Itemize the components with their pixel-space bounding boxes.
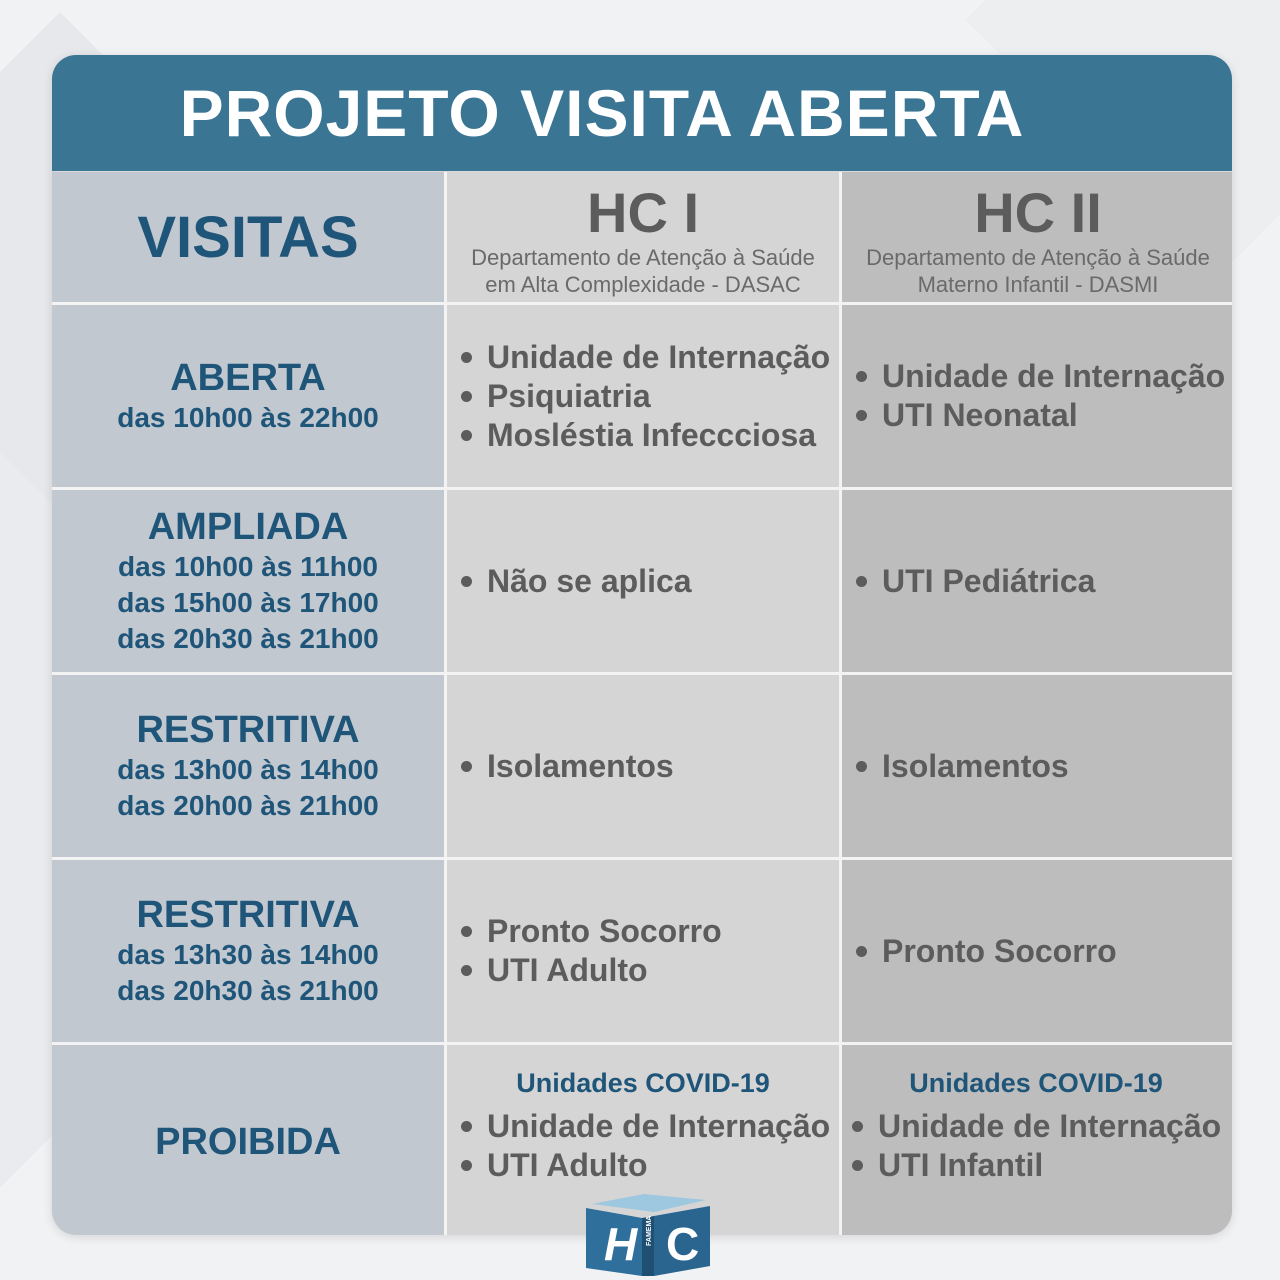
unit-name: UTI Pediátrica: [882, 562, 1096, 599]
list-item: [461, 1107, 839, 1146]
unit-name: Pronto Socorro: [882, 932, 1117, 969]
visit-type-cell: [52, 490, 444, 672]
bullet-icon: [461, 352, 472, 363]
bullet-icon: [461, 1160, 472, 1171]
hc2-units-cell: [842, 490, 1232, 672]
visit-type-title: ABERTA: [170, 357, 326, 399]
visit-type-title: PROIBIDA: [155, 1120, 341, 1163]
page-title: PROJETO VISITA ABERTA: [179, 76, 1025, 150]
unit-name: Unidade de Internação: [487, 1108, 831, 1144]
list-item: [461, 562, 839, 601]
visit-time: das 20h00 às 21h00: [117, 790, 379, 821]
visit-type-title: AMPLIADA: [147, 506, 349, 548]
unit-name: UTI Infantil: [878, 1147, 1044, 1183]
list-item: [461, 416, 839, 455]
bullet-icon: [461, 576, 472, 587]
visit-time: das 10h00 às 11h00: [118, 551, 378, 582]
bullet-icon: [461, 1121, 472, 1132]
hc2-units-cell: [842, 675, 1232, 857]
bullet-icon: [856, 761, 867, 772]
list-item: [856, 562, 1232, 601]
list-item: [461, 912, 839, 951]
bullet-icon: [856, 371, 867, 382]
visit-time: das 15h00 às 17h00: [117, 587, 379, 618]
bullet-icon: [461, 391, 472, 402]
visit-time: das 20h30 às 21h00: [117, 623, 379, 654]
bullet-icon: [461, 965, 472, 976]
unit-name: Isolamentos: [882, 747, 1069, 784]
visit-type-cell: [52, 305, 444, 487]
hc1-units-cell: [447, 860, 839, 1042]
list-item: [852, 1107, 1232, 1146]
hc1-subtitle-line1: Departamento de Atenção à Saúde: [471, 245, 815, 270]
bullet-icon: [852, 1121, 863, 1132]
list-item: [856, 747, 1232, 786]
unit-name: Pronto Socorro: [487, 913, 722, 949]
unit-name: UTI Neonatal: [882, 397, 1078, 433]
unit-name: Psiquiatria: [487, 377, 651, 414]
visit-time: das 13h30 às 14h00: [117, 939, 379, 970]
visit-time: das 20h30 às 21h00: [117, 975, 379, 1006]
visit-type-title: RESTRITIVA: [136, 709, 360, 751]
hc1-units-cell: [447, 305, 839, 487]
visit-type-cell: [52, 860, 444, 1042]
unit-name: Mosléstia Infeccciosa: [487, 416, 817, 453]
logo-letter-h: H: [604, 1218, 638, 1270]
list-item: [461, 951, 839, 990]
bullet-icon: [852, 1160, 863, 1171]
unit-name: Isolamentos: [487, 747, 674, 784]
covid-units-heading: Unidades COVID-19: [516, 1068, 770, 1098]
title-bar: [52, 55, 1232, 171]
header-visitas: [52, 172, 444, 302]
visitas-label: VISITAS: [137, 204, 359, 270]
unit-name: UTI Adulto: [487, 1147, 648, 1183]
visit-time: das 10h00 às 22h00: [117, 402, 379, 433]
visit-time: das 13h00 às 14h00: [117, 754, 379, 785]
unit-name: Unidade de Internação: [878, 1108, 1222, 1144]
schedule-table: [52, 172, 1232, 1235]
unit-name: Não se aplica: [487, 562, 692, 599]
hc2-units-cell: [842, 1045, 1232, 1235]
hc1-units-cell: [447, 490, 839, 672]
bullet-icon: [461, 926, 472, 937]
list-item: [461, 338, 839, 377]
unit-name: Unidade de Internação: [882, 358, 1226, 394]
header-hc2: [842, 172, 1232, 302]
hc-famema-logo: [582, 1190, 716, 1276]
hc1-units-cell: [447, 675, 839, 857]
list-item: [461, 747, 839, 786]
hc1-subtitle-line2: em Alta Complexidade - DASAC: [485, 272, 801, 297]
hc2-units-cell: [842, 860, 1232, 1042]
list-item: [461, 1146, 839, 1185]
covid-units-heading: Unidades COVID-19: [909, 1068, 1163, 1098]
hc2-title: HC II: [974, 181, 1102, 244]
bullet-icon: [461, 761, 472, 772]
visit-schedule-card: [52, 55, 1232, 1235]
bullet-icon: [856, 946, 867, 957]
logo-small-text: FAMEMA: [646, 1215, 653, 1246]
hc2-subtitle-line1: Departamento de Atenção à Saúde: [866, 245, 1210, 270]
unit-name: UTI Adulto: [487, 952, 648, 988]
list-item: [461, 377, 839, 416]
visit-type-cell: [52, 1045, 444, 1235]
bullet-icon: [461, 430, 472, 441]
list-item: [852, 1146, 1232, 1185]
hc2-units-cell: [842, 305, 1232, 487]
list-item: [856, 396, 1232, 435]
visit-type-cell: [52, 675, 444, 857]
list-item: [856, 932, 1232, 971]
header-hc1: [447, 172, 839, 302]
bullet-icon: [856, 410, 867, 421]
visit-type-title: RESTRITIVA: [136, 894, 360, 936]
hc1-title: HC I: [587, 181, 699, 244]
bullet-icon: [856, 576, 867, 587]
unit-name: Unidade de Internação: [487, 338, 831, 375]
list-item: [856, 357, 1232, 396]
logo-letter-c: C: [666, 1218, 700, 1270]
hc2-subtitle-line2: Materno Infantil - DASMI: [917, 272, 1159, 297]
